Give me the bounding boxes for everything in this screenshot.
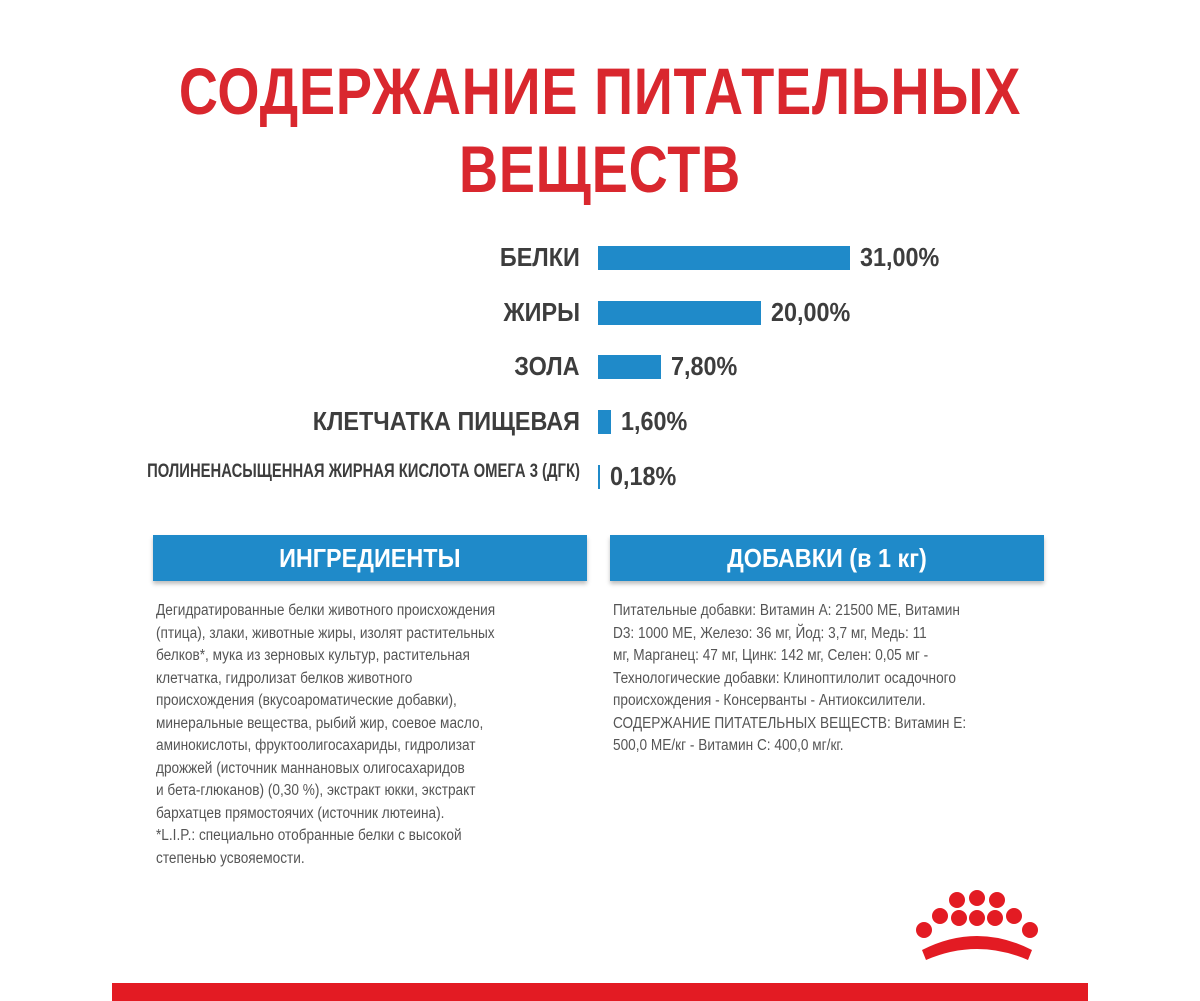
bar-value-label: 20,00% (770, 297, 850, 327)
text-line: 500,0 МЕ/кг - Витамин С: 400,0 мг/кг. (613, 737, 844, 754)
text-line: происхождения - Консерванты - Антиоксилители. (613, 692, 926, 709)
text-line: Питательные добавки: Витамин А: 21500 МЕ, Витамин (613, 602, 960, 619)
text-line: D3: 1000 МЕ, Железо: 36 мг, Йод: 3,7 мг, Медь: 11 (613, 624, 927, 642)
text-line: и бета-глюканов) (0,30 %), экстракт юкки, экстракт (156, 782, 476, 799)
text-line: *L.I.P.: специально отобранные белки с высокой (156, 827, 462, 844)
bar-label: ЗОЛА (514, 351, 580, 381)
bar-value-label: 0,18% (610, 461, 677, 491)
bar (598, 301, 761, 325)
bar-label: ПОЛИНЕНАСЫЩЕННАЯ ЖИРНАЯ КИСЛОТА ОМЕГА 3 (ДГК) (147, 461, 580, 482)
bar-value-label: 31,00% (860, 242, 940, 272)
bar (598, 246, 850, 270)
bar (598, 355, 661, 379)
additives-heading: ДОБАВКИ (в 1 кг) (727, 543, 927, 573)
bar-value-label: 1,60% (621, 406, 688, 436)
ingredients-text (156, 600, 596, 870)
bar-label: КЛЕТЧАТКА ПИЩЕВАЯ (312, 406, 580, 436)
additives-header (610, 535, 1044, 581)
text-line: степенью усвояемости. (156, 849, 305, 867)
royal-canin-crown-icon (912, 888, 1042, 972)
text-line: Технологические добавки: Клиноптилолит осадочного (613, 669, 956, 687)
ingredients-header (153, 535, 587, 581)
text-line: белков*, мука из зерновых культур, растительная (156, 647, 470, 664)
text-line: аминокислоты, фруктоолигосахариды, гидролизат (156, 737, 476, 754)
title-line-2: ВЕЩЕСТВ (458, 132, 742, 206)
additives-text (613, 600, 1053, 758)
text-line: (птица), злаки, животные жиры, изолят растительных (156, 624, 495, 642)
title-line-1: СОДЕРЖАНИЕ ПИТАТЕЛЬНЫХ (178, 54, 1022, 128)
text-line: дрожжей (источник маннановых олигосахаридов (156, 759, 465, 777)
bar-label: ЖИРЫ (503, 297, 580, 327)
text-line: происхождения (вкусоароматические добавки), (156, 692, 457, 709)
bar (598, 465, 600, 489)
ingredients-heading: ИНГРЕДИЕНТЫ (279, 543, 461, 573)
bar-value-label: 7,80% (671, 351, 738, 381)
text-line: клетчатка, гидролизат белков животного (156, 669, 413, 687)
text-line: мг, Марганец: 47 мг, Цинк: 142 мг, Селен: 0,05 мг - (613, 647, 929, 664)
brand-bottom-bar (112, 983, 1088, 1001)
text-line: СОДЕРЖАНИЕ ПИТАТЕЛЬНЫХ ВЕЩЕСТВ: Витамин Е: (613, 714, 967, 732)
text-line: бархатцев прямостоячих (источник лютеина). (156, 804, 445, 822)
bar (598, 410, 611, 434)
bar-label: БЕЛКИ (500, 242, 580, 272)
text-line: минеральные вещества, рыбий жир, соевое масло, (156, 714, 484, 732)
text-line: Дегидратированные белки животного происхождения (156, 602, 496, 619)
